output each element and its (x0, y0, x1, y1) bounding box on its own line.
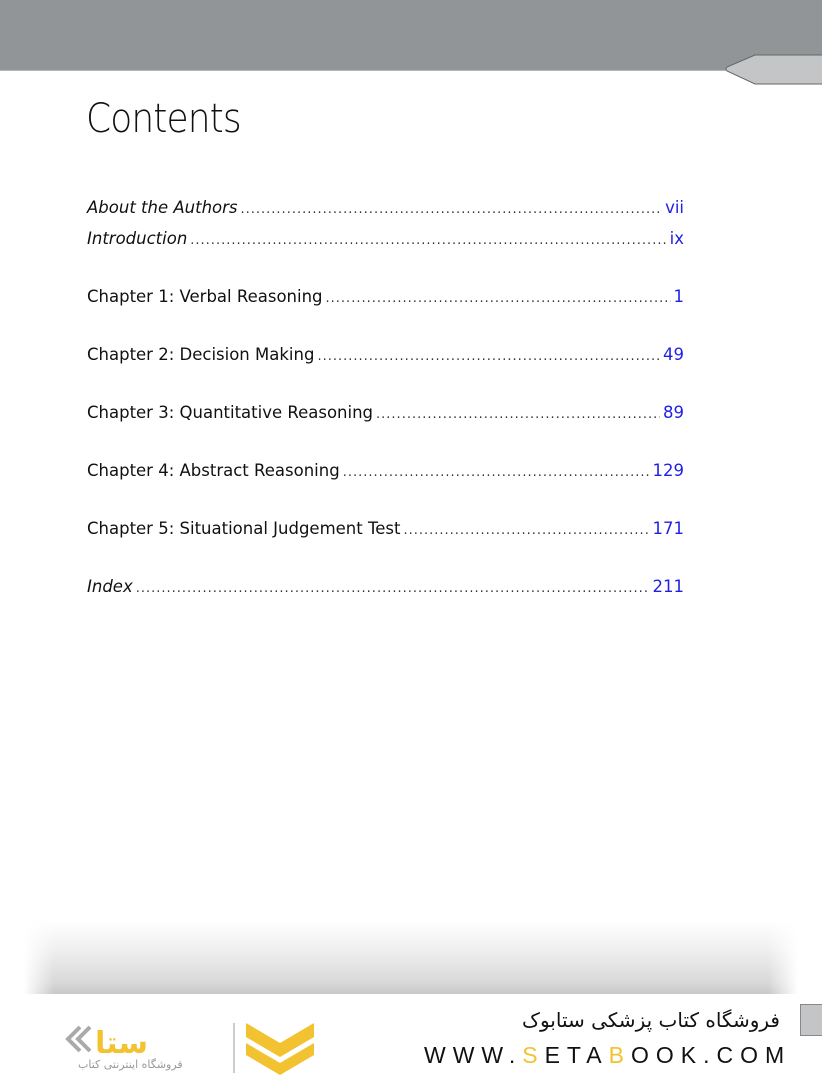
store-name: فروشگاه کتاب پزشکی ستابوک (522, 1008, 780, 1032)
toc-label: Chapter 3: Quantitative Reasoning (87, 403, 374, 422)
leader-dots (241, 202, 663, 217)
page-header-band (0, 0, 822, 71)
leader-dots (343, 465, 650, 480)
leader-dots (317, 349, 660, 364)
toc-page-link[interactable]: 171 (652, 519, 684, 538)
toc-entry[interactable] (87, 577, 684, 596)
toc-entry[interactable] (87, 461, 684, 480)
page-side-tab (800, 1004, 822, 1036)
toc-page-link[interactable]: vii (665, 198, 684, 217)
toc-label: Index (87, 577, 133, 596)
toc-label: Chapter 5: Situational Judgement Test (87, 519, 401, 538)
toc-entry[interactable] (87, 345, 684, 364)
toc-label: About the Authors (87, 198, 238, 217)
page-tab-marker (725, 54, 822, 85)
leader-dots (136, 581, 650, 596)
page-bottom-shadow (24, 920, 798, 994)
url-part: ETA (544, 1042, 609, 1068)
toc-page-link[interactable]: 89 (663, 403, 684, 422)
toc-page-link[interactable]: 211 (652, 577, 684, 596)
toc-label: Introduction (87, 229, 188, 248)
page-title: Contents (86, 96, 241, 142)
leader-dots (326, 291, 671, 306)
toc-entry[interactable] (87, 229, 684, 248)
toc-label: Chapter 2: Decision Making (87, 345, 315, 364)
toc-page-link[interactable]: 49 (663, 345, 684, 364)
toc-page-link[interactable]: ix (669, 229, 684, 248)
toc-label: Chapter 4: Abstract Reasoning (87, 461, 340, 480)
url-part-highlight: S (522, 1042, 545, 1068)
url-part: WWW. (424, 1042, 523, 1068)
leader-dots (403, 523, 649, 538)
url-part-highlight: B (608, 1042, 631, 1068)
toc-page-link[interactable]: 129 (652, 461, 684, 480)
logo-wordmark: ﺳﺘﺎ (95, 1026, 149, 1061)
toc-entry[interactable] (87, 519, 684, 538)
url-part: OOK.COM (630, 1042, 792, 1068)
toc-page-link[interactable]: 1 (673, 287, 684, 306)
leader-dots (190, 233, 666, 248)
logo-subtitle: فروشگاه اینترنتی کتاب (78, 1058, 183, 1071)
toc-entry[interactable] (87, 287, 684, 306)
toc-label: Chapter 1: Verbal Reasoning (87, 287, 323, 306)
toc-entry[interactable] (87, 403, 684, 422)
toc-entry[interactable] (87, 198, 684, 217)
store-url[interactable] (424, 1042, 791, 1069)
leader-dots (376, 407, 660, 422)
